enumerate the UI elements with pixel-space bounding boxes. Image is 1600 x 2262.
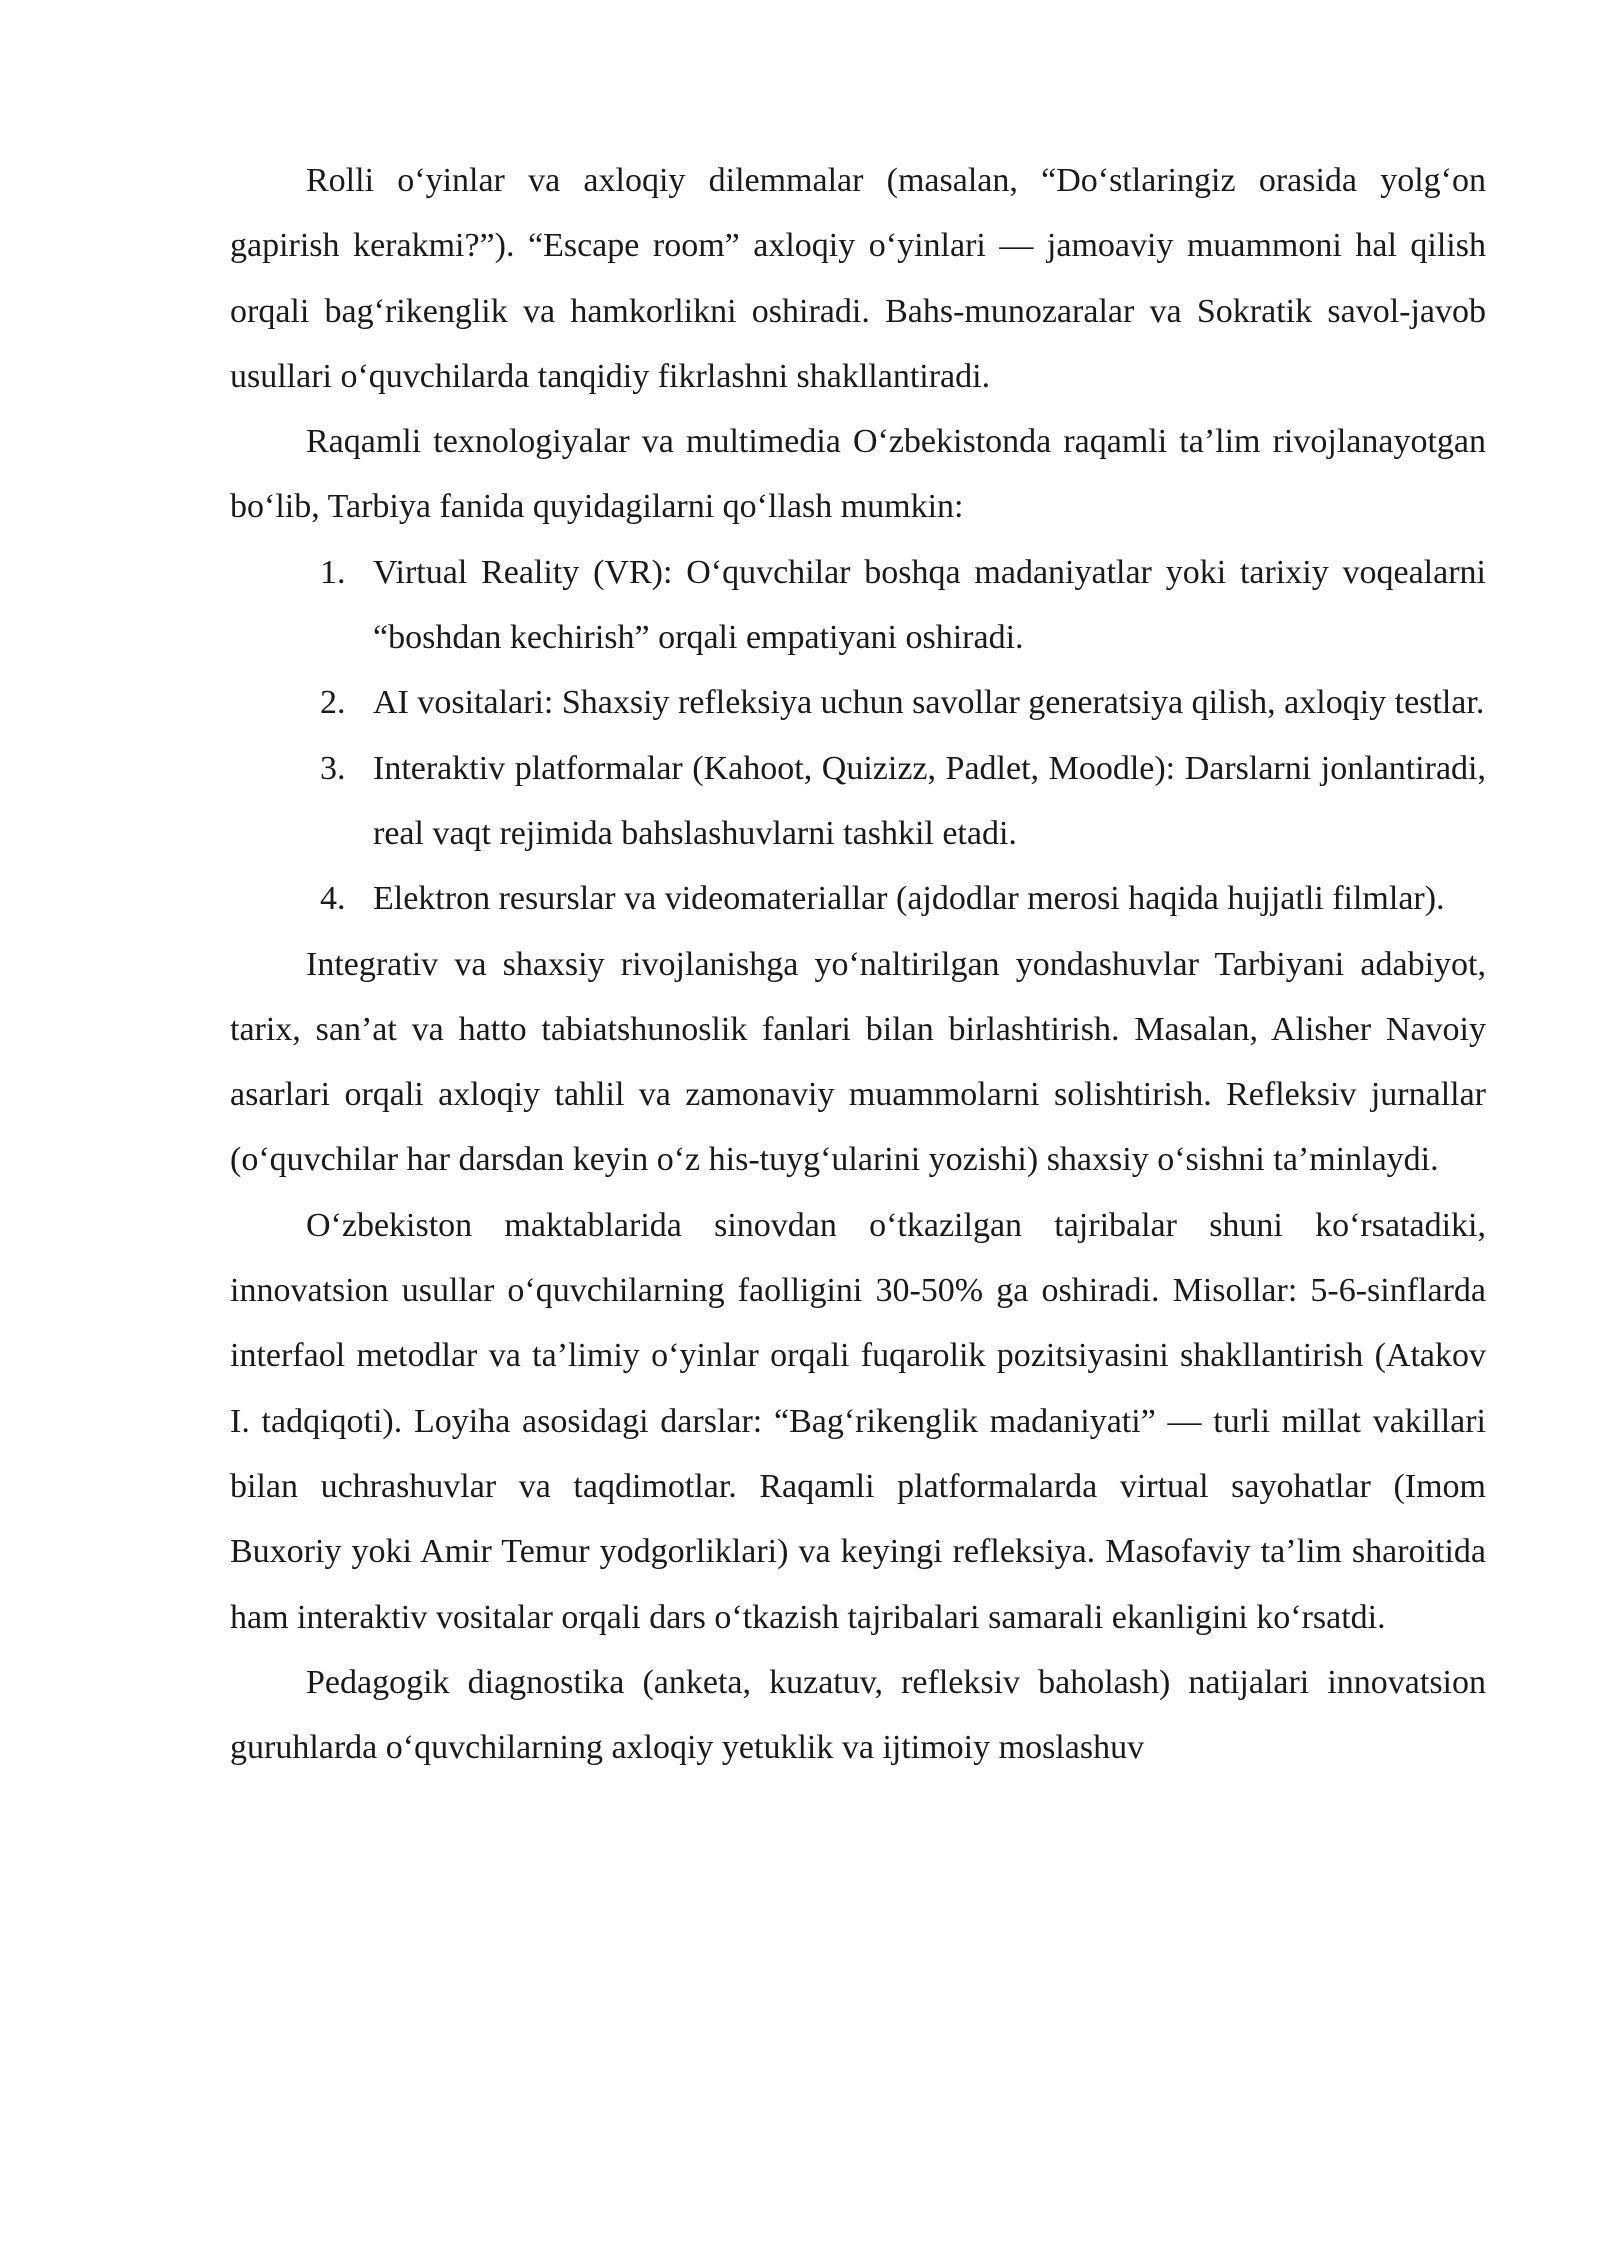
paragraph-pedagogical-diagnostics: Pedagogik diagnostika (anketa, kuzatuv, refleksiv baholash) natijalari innovatsion guruhlarda o‘quvchilarning axloqiy yetuklik va ijtimoiy moslashuv: [230, 1663, 1486, 1767]
list-item-number: 4.: [320, 880, 346, 918]
list-item-number: 1.: [320, 553, 346, 591]
paragraph-school-experiments: O‘zbekiston maktablarida sinovdan o‘tkazilgan tajribalar shuni ko‘rsatadiki, innovatsion usullar o‘quvchilarning faolligini 30-50% ga oshiradi. Misollar: 5-6-sinflarda interfaol metodlar va ta’limiy o‘yinlar orqali fuqarolik pozitsiyasini shakllantirish (Atakov I. tadqiqoti). Loyiha asosidagi darslar: “Bag‘rikenglik madaniyati” — turli millat vakillari bilan uchrashuvlar va taqdimotlar. Raqamli platformalarda virtual sayohatlar (Imom Buxoriy yoki Amir Temur yodgorliklari) va keyingi refleksiya. Masofaviy ta’lim sharoitida ham interaktiv vositalar orqali dars o‘tkazish tajribalari samarali ekanligini ko‘rsatdi.: [230, 1206, 1486, 1636]
list-item: [320, 736, 1486, 867]
paragraph-integrative-approaches: Integrativ va shaxsiy rivojlanishga yo‘naltirilgan yondashuvlar Tarbiyani adabiyot, tarix, san’at va hatto tabiatshunoslik fanlari bilan birlashtirish. Masalan, Alisher Navoiy asarlari orqali axloqiy tahlil va zamonaviy muammolarni solishtirish. Refleksiv jurnallar (o‘quvchilar har darsdan keyin o‘z his-tuyg‘ularini yozishi) shaxsiy o‘sishni ta’minlaydi.: [230, 945, 1486, 1179]
document-body: [230, 148, 1486, 1780]
list-item-text: Virtual Reality (VR): O‘quvchilar boshqa madaniyatlar yoki tarixiy voqealarni “boshdan kechirish” orqali empatiyani oshiradi.: [373, 553, 1486, 657]
list-item-number: 2.: [320, 684, 346, 722]
paragraph-role-play-games: Rolli o‘yinlar va axloqiy dilemmalar (masalan, “Do‘stlaringiz orasida yolg‘on gapirish kerakmi?”). “Escape room” axloqiy o‘yinlari — jamoaviy muammoni hal qilish orqali bag‘rikenglik va hamkorlikni oshiradi. Bahs-munozaralar va Sokratik savol-javob usullari o‘quvchilarda tanqidiy fikrlashni shakllantiradi.: [230, 162, 1486, 395]
numbered-list: [230, 540, 1486, 932]
list-item: [320, 866, 1486, 931]
list-item: [320, 670, 1486, 735]
list-item-number: 3.: [320, 749, 346, 787]
list-item-text: Interaktiv platformalar (Kahoot, Quizizz, Padlet, Moodle): Darslarni jonlantiradi, real vaqt rejimida bahslashuvlarni tashkil etadi.: [373, 749, 1486, 852]
paragraph-digital-technologies: Raqamli texnologiyalar va multimedia O‘zbekistonda raqamli ta’lim rivojlanayotgan bo‘lib, Tarbiya fanida quyidagilarni qo‘llash mumkin:: [230, 423, 1486, 526]
list-item: [320, 540, 1486, 671]
list-item-text: AI vositalari: Shaxsiy refleksiya uchun savollar generatsiya qilish, axloqiy testlar.: [373, 684, 1485, 722]
list-item-text: Elektron resurslar va videomateriallar (ajdodlar merosi haqida hujjatli filmlar).: [373, 880, 1445, 918]
